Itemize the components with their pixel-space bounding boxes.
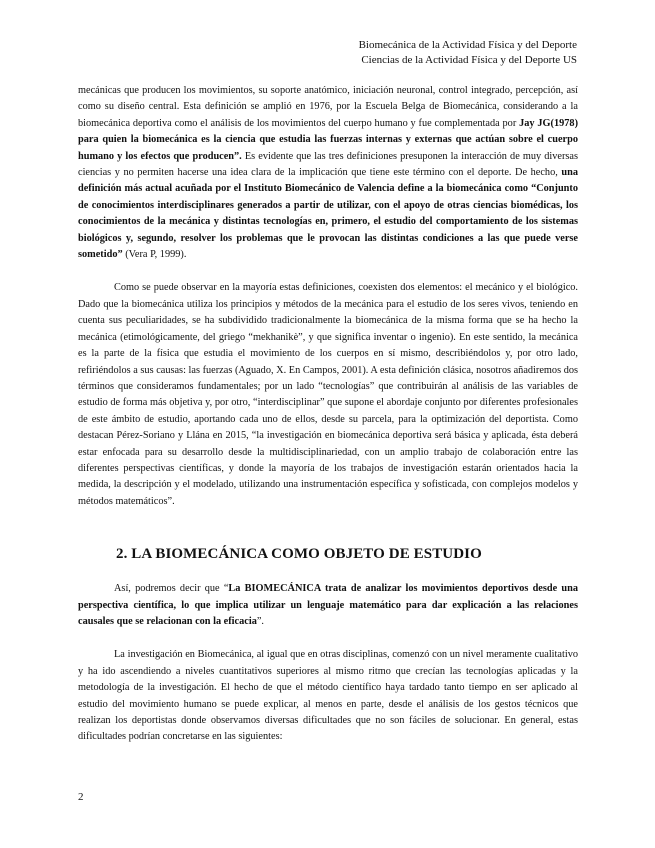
header-line-degree: Ciencias de la Actividad Física y del Deporte US	[361, 54, 577, 66]
page-number: 2	[78, 791, 84, 803]
document-body	[78, 83, 578, 746]
paragraph-definitions-bold-1: Jay JG(1978) para quien la biomecánica es la ciencia que estudia las fuerzas internas y externas que actúan sobre el cuerpo humano y los efectos que producen”.	[78, 117, 578, 162]
section-heading: 2. LA BIOMECÁNICA COMO OBJETO DE ESTUDIO	[116, 546, 482, 563]
paragraph-biomechanics-text-2: ”.	[256, 615, 264, 627]
running-header	[359, 38, 577, 68]
paragraph-biomechanics-bold: La BIOMECÁNICA trata de analizar los movimientos deportivos desde una perspectiva científica, lo que implica utilizar un lenguaje matemático para dar explicación a las relaciones causales que se relacionan con la eficacia	[78, 583, 578, 627]
paragraph-definitions-text-1: mecánicas que producen los movimientos, su soporte anatómico, iniciación neuronal, control integrado, percepción, así como su diseño central. Esta definición se amplió en 1976, por la Escuela Belga de Biomecánica, considerando a la biomecánica deportiva como el análisis de los movimientos del cuerpo humano y fue complementada por	[78, 85, 578, 129]
paragraph-mechanics: Como se puede observar en la mayoría estas definiciones, coexisten dos elementos: el mecánico y el biológico. Dado que la biomecánica utiliza los principios y métodos de la mecánica para el estudio de los seres vivos, teniendo en cuenta sus peculiaridades, se ha subdividido tradicionalmente la biomecánica de la misma forma que se ha hecho la mecánica (etimológicamente, del griego “mekhanikè”, y que significa inventar o ingenio). En este sentido, la mecánica es la parte de la física que estudia el movimiento de los cuerpos en sí mismo, describiéndolos y, por otro lado, refiriéndolos a sus causas: las fuerzas (Aguado, X. En Campos, 2001). A esta definición clásica, nosotros añadiremos dos términos que consideramos fundamentales; por un lado “tecnologías” que contribuirán al análisis de las variables de estudio de forma más objetiva y, por otro, “interdisciplinar” que supone el abordaje conjunto por diferentes profesionales de este ámbito de estudio, aportando cada uno de ellos, desde su parcela, para la optimización del deportista. Como destacan Pérez-Soriano y Llána en 2015, “la investigación en biomecánica deportiva será básica y aplicada, ésta deberá estar enfocada para su desarrollo desde la multidisciplinariedad, con un amplio trabajo de colaboración entre las diferentes perspectivas científicas, y donde la mayoría de los trabajos de investigación estarán orientados hacia la medida, la descripción y el modelado, utilizando una instrumentación específica y sofisticada, con complejos modelos y métodos matemáticos”.	[78, 282, 578, 507]
paragraph-biomechanics-definition	[78, 581, 578, 630]
paragraph-definitions-text-2: Es evidente que las tres definiciones presuponen la interacción de muy diversas ciencias y no permiten hacerse una idea clara de la implicación que tiene este término con el deporte. De hecho,	[78, 150, 579, 179]
paragraph-definitions-text-3: (Vera P, 1999).	[122, 249, 187, 261]
paragraph-biomechanics-text-1: Así, podremos decir que “	[114, 583, 229, 595]
header-line-course: Biomecánica de la Actividad Física y del Deporte	[358, 39, 577, 51]
paragraph-research: La investigación en Biomecánica, al igual que en otras disciplinas, comenzó con un nivel meramente cualitativo y ha ido ascendiendo a niveles cuantitativos superiores al mismo ritmo que crecían las tecnologías aplicadas y la metodología de la investigación. El hecho de que el método científico haya tardado tanto tiempo en ser aplicado al estudio del movimiento humano se puede explicar, al menos en parte, desde el análisis de los gestos técnicos que realizan los deportistas donde observamos diversas dificultades que no son fáciles de solucionar. En general, estas dificultades podrían concretarse en las siguientes:	[78, 649, 578, 743]
paragraph-definitions-bold-2: una definición más actual acuñada por el Instituto Biomecánico de Valencia define a la biomecánica como “Conjunto de conocimientos interdisciplinares generados a partir de utilizar, con el apoyo de otras ciencias biomédicas, los conocimientos de la mecánica y distintas tecnologías en, primero, el estudio del comportamiento de los sistemas biológicos y, segundo, resolver los problemas que le provocan las distintas condiciones a las que puede verse sometido”	[78, 167, 578, 261]
paragraph-definitions	[78, 83, 578, 263]
